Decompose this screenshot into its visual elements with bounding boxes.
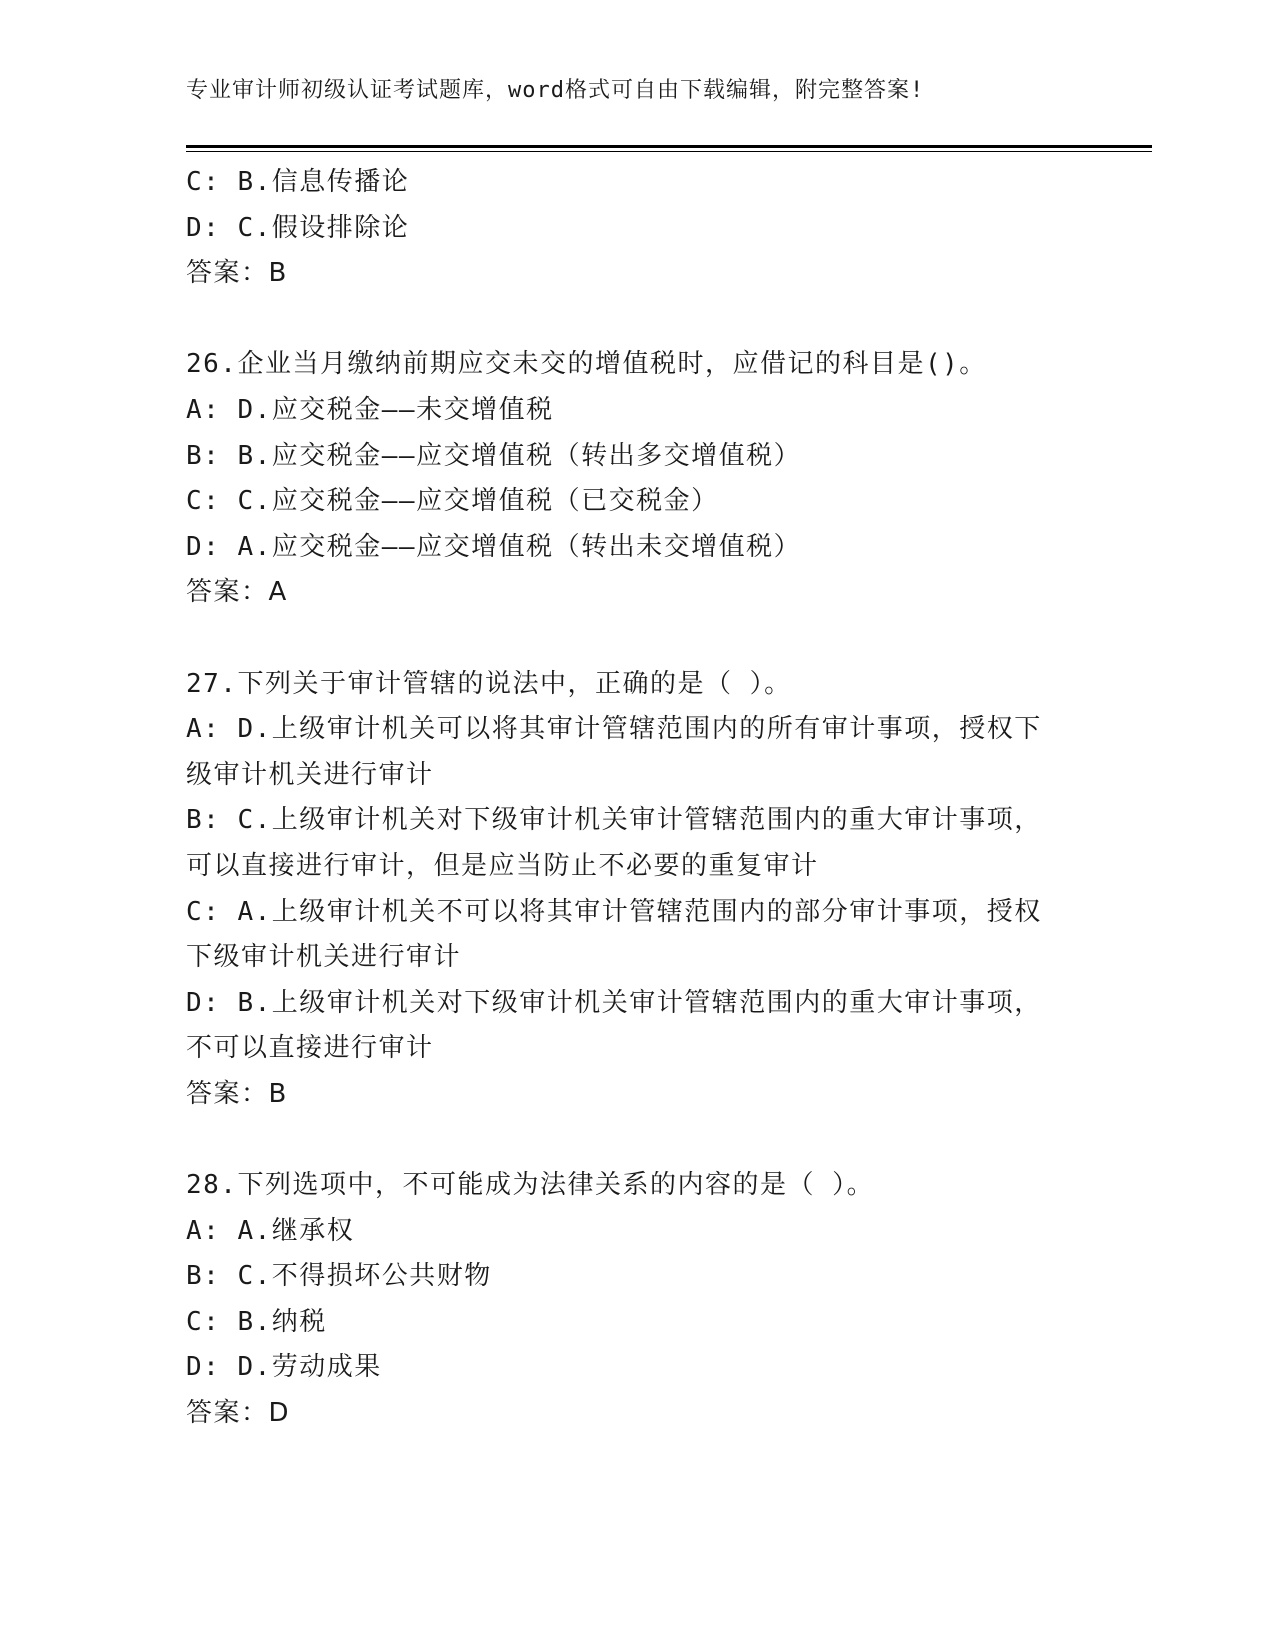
answer-line: 答案：D [186, 1398, 291, 1429]
option-line: C: B.信息传播论 [186, 167, 410, 197]
page-header: 专业审计师初级认证考试题库，word格式可自由下载编辑，附完整答案! [186, 78, 925, 103]
option-line: B: C.上级审计机关对下级审计机关审计管辖范围内的重大审计事项， [186, 805, 1042, 836]
option-line: A: D.上级审计机关可以将其审计管辖范围内的所有审计事项，授权下 [186, 714, 1042, 745]
option-line: D: A.应交税金——应交增值税（转出未交增值税） [186, 531, 802, 562]
answer-line: 答案：A [186, 577, 288, 608]
question-stem: 28.下列选项中，不可能成为法律关系的内容的是（ ）。 [186, 1170, 875, 1201]
option-line: A: A.继承权 [186, 1215, 355, 1246]
option-line: 不可以直接进行审计 [186, 1033, 434, 1064]
blank-line [186, 297, 1086, 343]
option-line: 下级审计机关进行审计 [186, 942, 462, 973]
question-stem: 26.企业当月缴纳前期应交未交的增值税时，应借记的科目是()。 [186, 349, 987, 380]
option-line: C: B.纳税 [186, 1306, 327, 1337]
option-line: B: C.不得损坏公共财物 [186, 1261, 492, 1292]
question-stem: 27.下列关于审计管辖的说法中，正确的是（ ）。 [186, 668, 792, 699]
option-line: C: A.上级审计机关不可以将其审计管辖范围内的部分审计事项，授权 [186, 896, 1042, 927]
question-content [186, 160, 1086, 1437]
header-rule-thick [186, 145, 1152, 148]
answer-line: 答案：B [186, 1078, 288, 1109]
answer-line: 答案：B [186, 258, 288, 289]
blank-line [186, 616, 1086, 662]
option-line: A: D.应交税金——未交增值税 [186, 394, 554, 425]
option-line: D: B.上级审计机关对下级审计机关审计管辖范围内的重大审计事项， [186, 987, 1042, 1018]
option-line: 可以直接进行审计，但是应当防止不必要的重复审计 [186, 850, 819, 881]
header-rule-thin [186, 151, 1152, 152]
option-line: D: D.劳动成果 [186, 1352, 382, 1383]
option-line: C: C.应交税金——应交增值税（已交税金） [186, 486, 719, 517]
option-line: 级审计机关进行审计 [186, 759, 434, 790]
option-line: D: C.假设排除论 [186, 212, 410, 243]
option-line: B: B.应交税金——应交增值税（转出多交增值税） [186, 440, 802, 471]
blank-line [186, 1117, 1086, 1163]
